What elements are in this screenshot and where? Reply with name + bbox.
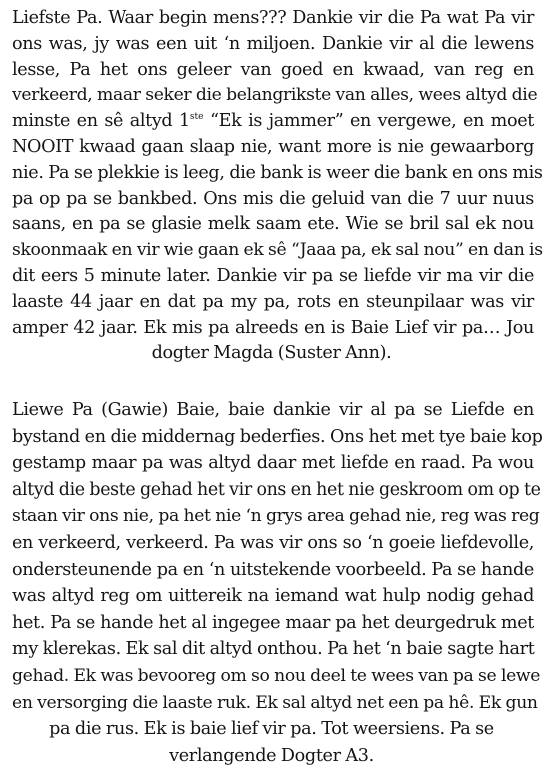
text-line: ons was, jy was een uit ‘n miljoen. Dankie vir al die lewens: [12, 33, 534, 54]
text-line: laaste 44 jaar en dat pa my pa, rots en steunpilaar was vir: [12, 291, 534, 312]
text-line: pa die rus. Ek is baie lief vir pa. Tot weersiens. Pa se: [49, 719, 494, 740]
text-line: en verkeerd, verkeerd. Pa was vir ons so ‘n goeie liefdevolle,: [12, 532, 534, 553]
text-fragment: minste en sê altyd 1: [12, 111, 190, 132]
tribute-paragraph-a3: [0, 397, 543, 769]
text-line-with-superscript: [0, 109, 543, 135]
text-line: het. Pa se hande het al ingegee maar pa het deurgedruk met: [12, 612, 534, 633]
text-line: verkeerd, maar seker die belangrikste van alles, wees altyd die: [12, 85, 538, 106]
text-line: Liewe Pa (Gawie) Baie, baie dankie vir al pa se Liefde en: [12, 400, 534, 420]
text-line: staan vir ons nie, pa het nie ‘n grys area gehad nie, reg was reg: [12, 506, 540, 527]
text-line: pa op pa se bankbed. Ons mis die geluid van die 7 uur nuus: [12, 188, 534, 209]
text-line: Liefste Pa. Waar begin mens??? Dankie vir die Pa wat Pa vir: [12, 8, 534, 28]
text-line: amper 42 jaar. Ek mis pa alreeds en is Baie Lief vir pa… Jou: [12, 317, 534, 338]
text-line: nie. Pa se plekkie is leeg, die bank is weer die bank en ons mis: [12, 162, 543, 183]
text-line: en versorging die laaste ruk. Ek sal altyd net een pa hê. Ek gun: [12, 692, 538, 713]
text-line: dit eers 5 minute later. Dankie vir pa se liefde vir ma vir die: [12, 265, 534, 286]
text-line: bystand en die middernag bederfies. Ons het met tye baie kop: [12, 426, 543, 447]
text-line: gestamp maar pa was altyd daar met liefde en raad. Pa wou: [12, 453, 534, 474]
text-line: NOOIT kwaad gaan slaap nie, want more is nie gewaarborg: [12, 136, 534, 157]
text-line: was altyd reg om uittereik na iemand wat hulp nodig gehad: [12, 586, 534, 607]
text-line: ondersteunende pa en ‘n uitstekende voorbeeld. Pa se hande: [12, 559, 534, 580]
text-line: skoonmaak en vir wie gaan ek sê “Jaaa pa, ek sal nou” en dan is: [12, 240, 543, 261]
text-line-signature: dogter Magda (Suster Ann).: [151, 343, 392, 364]
text-line: lesse, Pa het ons geleer van goed en kwaad, van reg en: [12, 59, 534, 80]
tribute-paragraph-magda: [0, 6, 543, 367]
text-line: gehad. Ek was bevooreg om so nou deel te wees van pa se lewe: [12, 665, 541, 686]
text-line: my klerekas. Ek sal dit altyd onthou. Pa het ‘n baie sagte hart: [12, 639, 535, 660]
text-line-signature: verlangende Dogter A3.: [169, 745, 374, 766]
text-line: saans, en pa se glasie melk saam ete. Wie se bril sal ek nou: [12, 214, 534, 235]
text-line: altyd die beste gehad het vir ons en het nie geskroom om op te: [12, 479, 541, 500]
ordinal-superscript: ste: [189, 112, 204, 123]
text-fragment: “Ek is jammer” en vergewe, en moet: [203, 111, 534, 132]
